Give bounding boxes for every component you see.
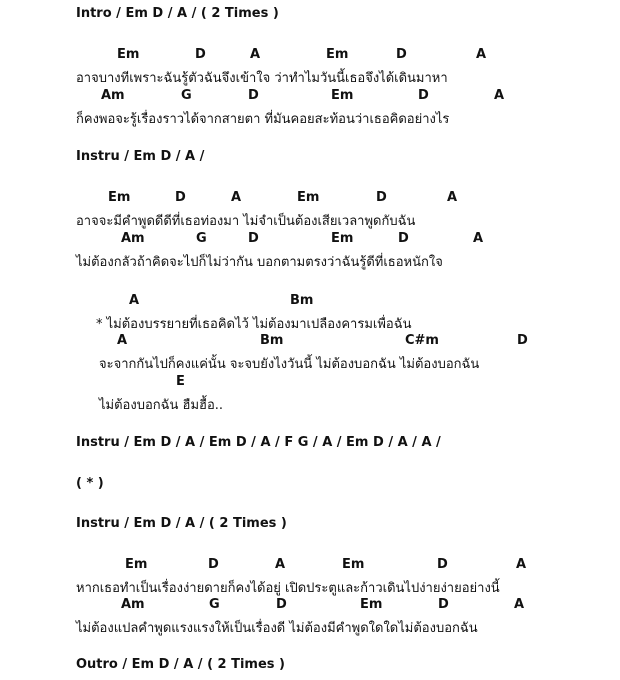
chord: E [176,374,185,389]
outro-text: Outro / Em D / A / ( 2 Times ) [76,657,285,672]
chord: A [514,597,525,612]
outro-line [0,657,620,677]
lyric-text: หากเธอทำเป็นเรื่องง่ายดายก็คงได้อยู่ เปิดประตูและก้าวเดินไปง่ายง่ายอย่างนี้ [76,581,500,596]
chord: G [209,597,220,612]
chord: Am [121,597,145,612]
lyric-line [0,67,620,87]
instru-text: Instru / Em D / A / [76,149,205,164]
intro-line [0,6,620,26]
lyric-text: * ไม่ต้องบรรยายที่เธอคิดไว้ ไม่ต้องมาเปลืองคารมเพื่อฉัน [96,317,412,332]
chord: D [418,88,429,103]
chord: Em [331,88,354,103]
chord: G [181,88,192,103]
chord: Em [331,231,354,246]
lyric-line [0,353,620,373]
chorus-ref-text: ( * ) [76,476,104,491]
chord: Am [121,231,145,246]
instru-line [0,149,620,169]
instru-text: Instru / Em D / A / ( 2 Times ) [76,516,287,531]
chord-row [0,374,620,394]
chord: A [231,190,242,205]
chord: D [396,47,407,62]
chord: A [275,557,286,572]
instru-line [0,516,620,536]
lyric-text: ไม่ต้องกลัวถ้าคิดจะไปก็ไม่ว่ากัน บอกตามตรงว่าฉันรู้ดีที่เธอหนักใจ [76,255,443,270]
chord: D [208,557,219,572]
chord: A [129,293,140,308]
lyric-text: อาจบางทีเพราะฉันรู้ตัวฉันจึงเข้าใจ ว่าทำไมวันนี้เธอจึงได้เดินมาหา [76,71,448,86]
lyric-text: อาจจะมีคำพูดดีดีที่เธอท่องมา ไม่จำเป็นต้องเสียเวลาพูดกับฉัน [76,214,416,229]
lyric-line [0,394,620,414]
chord: A [117,333,128,348]
chord-row [0,597,620,617]
chord: Em [117,47,140,62]
chord-row [0,293,620,313]
chord-row [0,557,620,577]
intro-text: Intro / Em D / A / ( 2 Times ) [76,6,279,21]
chord: D [376,190,387,205]
lyric-text: จะจากกันไปก็คงแค่นั้น จะจบยังไงวันนี้ ไม่ต้องบอกฉัน ไม่ต้องบอกฉัน [99,357,480,372]
chord: D [276,597,287,612]
instru-line [0,435,620,455]
chord: D [248,88,259,103]
chord: A [447,190,458,205]
chord: Em [297,190,320,205]
chord: A [476,47,487,62]
chord: Em [108,190,131,205]
lyric-line [0,617,620,637]
chord: C#m [405,333,439,348]
lyric-line [0,210,620,230]
chord: A [250,47,261,62]
chord-row [0,88,620,108]
chord: D [438,597,449,612]
lyric-text: ก็คงพอจะรู้เรื่องราวได้จากสายตา ที่มันคอยสะท้อนว่าเธอคิดอย่างไร [76,112,450,127]
chord: Em [125,557,148,572]
chord: Em [342,557,365,572]
chord: A [516,557,527,572]
chord: D [248,231,259,246]
lyric-line [0,577,620,597]
lyric-line [0,108,620,128]
chord-row [0,231,620,251]
instru-text: Instru / Em D / A / Em D / A / F G / A / Em D / A / A / [76,435,441,450]
chord: Am [101,88,125,103]
lyric-text: ไม่ต้องบอกฉัน ฮืมฮื้อ.. [99,398,224,413]
chord-row [0,47,620,67]
lyric-line [0,313,620,333]
chord: D [175,190,186,205]
chord-row [0,333,620,353]
chord: D [437,557,448,572]
lyric-text: ไม่ต้องแปลคำพูดแรงแรงให้เป็นเรื่องดี ไม่ต้องมีคำพูดใดใดไม่ต้องบอกฉัน [76,621,478,636]
chord: Bm [260,333,284,348]
chord: D [195,47,206,62]
chord: Em [326,47,349,62]
chord: G [196,231,207,246]
chorus-ref-line [0,476,620,496]
lyric-line [0,251,620,271]
chord-row [0,190,620,210]
chord: Bm [290,293,314,308]
chord: A [473,231,484,246]
chord: D [517,333,528,348]
chord: A [494,88,505,103]
chord: D [398,231,409,246]
chord: Em [360,597,383,612]
